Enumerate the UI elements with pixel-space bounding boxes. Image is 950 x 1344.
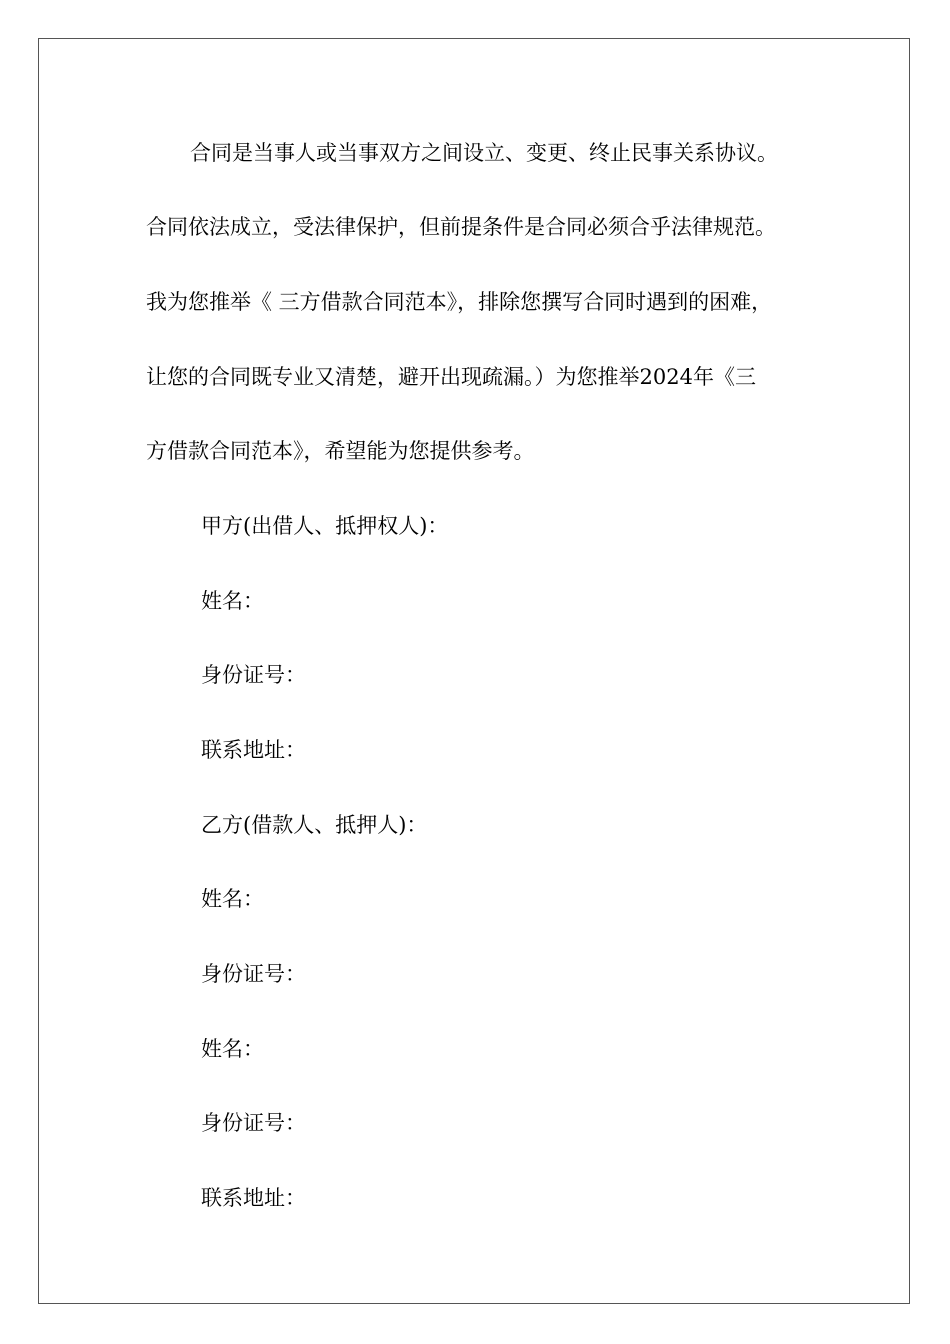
party-a-heading: 甲方(出借人、抵押权人)： [201, 514, 449, 538]
party-a-name-label: 姓名： [201, 589, 264, 613]
party-a-id-label: 身份证号： [201, 663, 306, 687]
intro-line-5: 方借款合同范本》，希望能为您提供参考。 [146, 439, 535, 463]
party-c-name-label: 姓名： [201, 1037, 264, 1061]
intro-line-4: 让您的合同既专业又清楚，避开出现疏漏。）为您推举2024年《三 [146, 365, 756, 389]
party-b-heading: 乙方(借款人、抵押人)： [201, 813, 428, 837]
party-c-id-label: 身份证号： [201, 1111, 306, 1135]
intro-line-1: 合同是当事人或当事双方之间设立、变更、终止民事关系协议。 [190, 141, 778, 165]
party-a-address-label: 联系地址： [201, 738, 306, 762]
intro-line-3: 我为您推举《 三方借款合同范本》，排除您撰写合同时遇到的困难， [146, 290, 773, 314]
party-b-id-label: 身份证号： [201, 962, 306, 986]
party-c-address-label: 联系地址： [201, 1186, 306, 1210]
intro-line-2: 合同依法成立，受法律保护，但前提条件是合同必须合乎法律规范。 [146, 215, 776, 239]
party-b-name-label: 姓名： [201, 887, 264, 911]
